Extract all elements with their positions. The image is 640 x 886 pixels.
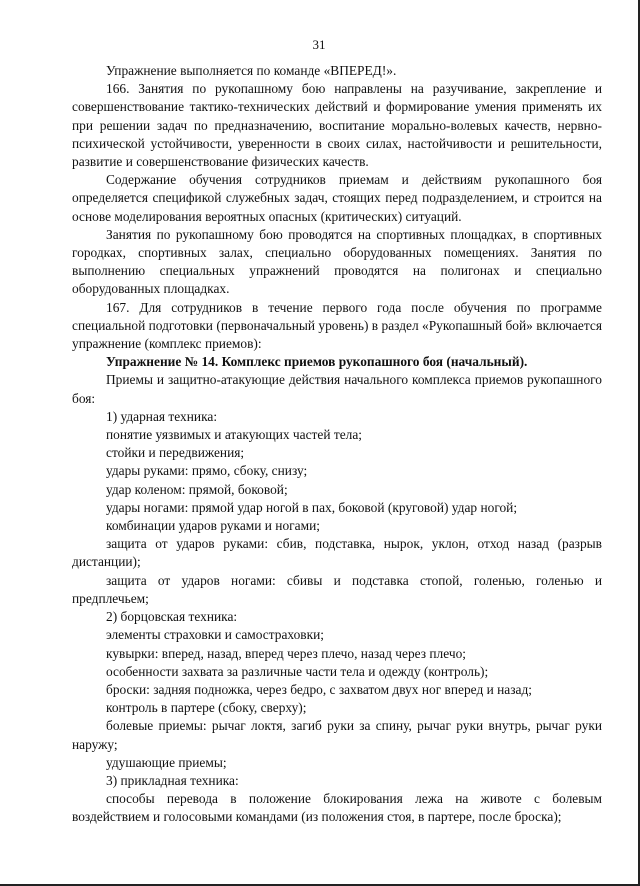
list-item: комбинации ударов руками и ногами; [106, 518, 320, 534]
list-item: удары руками: прямо, сбоку, снизу; [106, 463, 308, 479]
list-item: кувырки: вперед, назад, вперед через плечо, назад через плечо; [106, 645, 467, 661]
list-item: 2) борцовская техника: [106, 609, 238, 625]
list-item: особенности захвата за различные части тела и одежду (контроль); [106, 663, 489, 679]
paragraph: 166. Занятия по рукопашному бою направлены на разучивание, закрепление и совершенствование тактико-технических действий и формирование умения применять их при решении задач по предназначению, воспитание морально-волевых качеств, нервно-психической устойчивости, уверенности в своих силах, настойчивости и решительности, развитие и совершенствование физических качеств. [72, 81, 602, 170]
list-item: удушающие приемы; [106, 754, 227, 770]
paragraph: Упражнение выполняется по команде «ВПЕРЕД!». [106, 63, 397, 78]
list-item: удары ногами: прямой удар ногой в пах, боковой (круговой) удар ногой; [106, 499, 518, 515]
list-item: способы перевода в положение блокирования лежа на животе с болевым воздействием и голосовыми командами (из положения стоя, в партере, после броска); [72, 791, 602, 825]
list-item: 1) ударная техника: [106, 408, 218, 424]
exercise-heading: Упражнение № 14. Комплекс приемов рукопашного боя (начальный). [106, 354, 528, 370]
list-item: болевые приемы: рычаг локтя, загиб руки за спину, рычаг руки внутрь, рычаг руки наружу; [72, 718, 602, 752]
paragraph: Содержание обучения сотрудников приемам и действиям рукопашного боя определяется спецификой служебных задач, стоящих перед подразделением, и строится на основе моделирования вероятных опасных (критических) ситуаций. [72, 172, 602, 224]
list-item: броски: задняя подножка, через бедро, с захватом двух ног вперед и назад; [106, 681, 532, 697]
list-item: защита от ударов руками: сбив, подставка, нырок, уклон, отход назад (разрыв дистанции); [72, 536, 602, 570]
paragraph: Приемы и защитно-атакующие действия начального комплекса приемов рукопашного боя: [72, 372, 602, 406]
paragraph: 167. Для сотрудников в течение первого года после обучения по программе специальной подготовки (первоначальный уровень) в раздел «Рукопашный бой» включается упражнение (комплекс приемов): [72, 299, 602, 352]
page-number: 31 [312, 37, 326, 52]
list-item: защита от ударов ногами: сбивы и подставка стопой, голенью, голенью и предплечьем; [72, 572, 602, 606]
list-item: контроль в партере (сбоку, сверху); [106, 700, 307, 716]
paragraph: Занятия по рукопашному бою проводятся на спортивных площадках, в спортивных городках, спортивных залах, специально оборудованных помещениях. Занятия по выполнению специальных упражнений проводятся на полигонах и специально оборудованных площадках. [72, 226, 602, 297]
list-item: стойки и передвижения; [106, 445, 245, 461]
list-item: понятие уязвимых и атакующих частей тела; [106, 427, 362, 443]
list-item: элементы страховки и самостраховки; [106, 627, 324, 643]
list-item: 3) прикладная техника: [106, 772, 239, 788]
list-item: удар коленом: прямой, боковой; [106, 481, 288, 497]
page-content [72, 62, 602, 827]
